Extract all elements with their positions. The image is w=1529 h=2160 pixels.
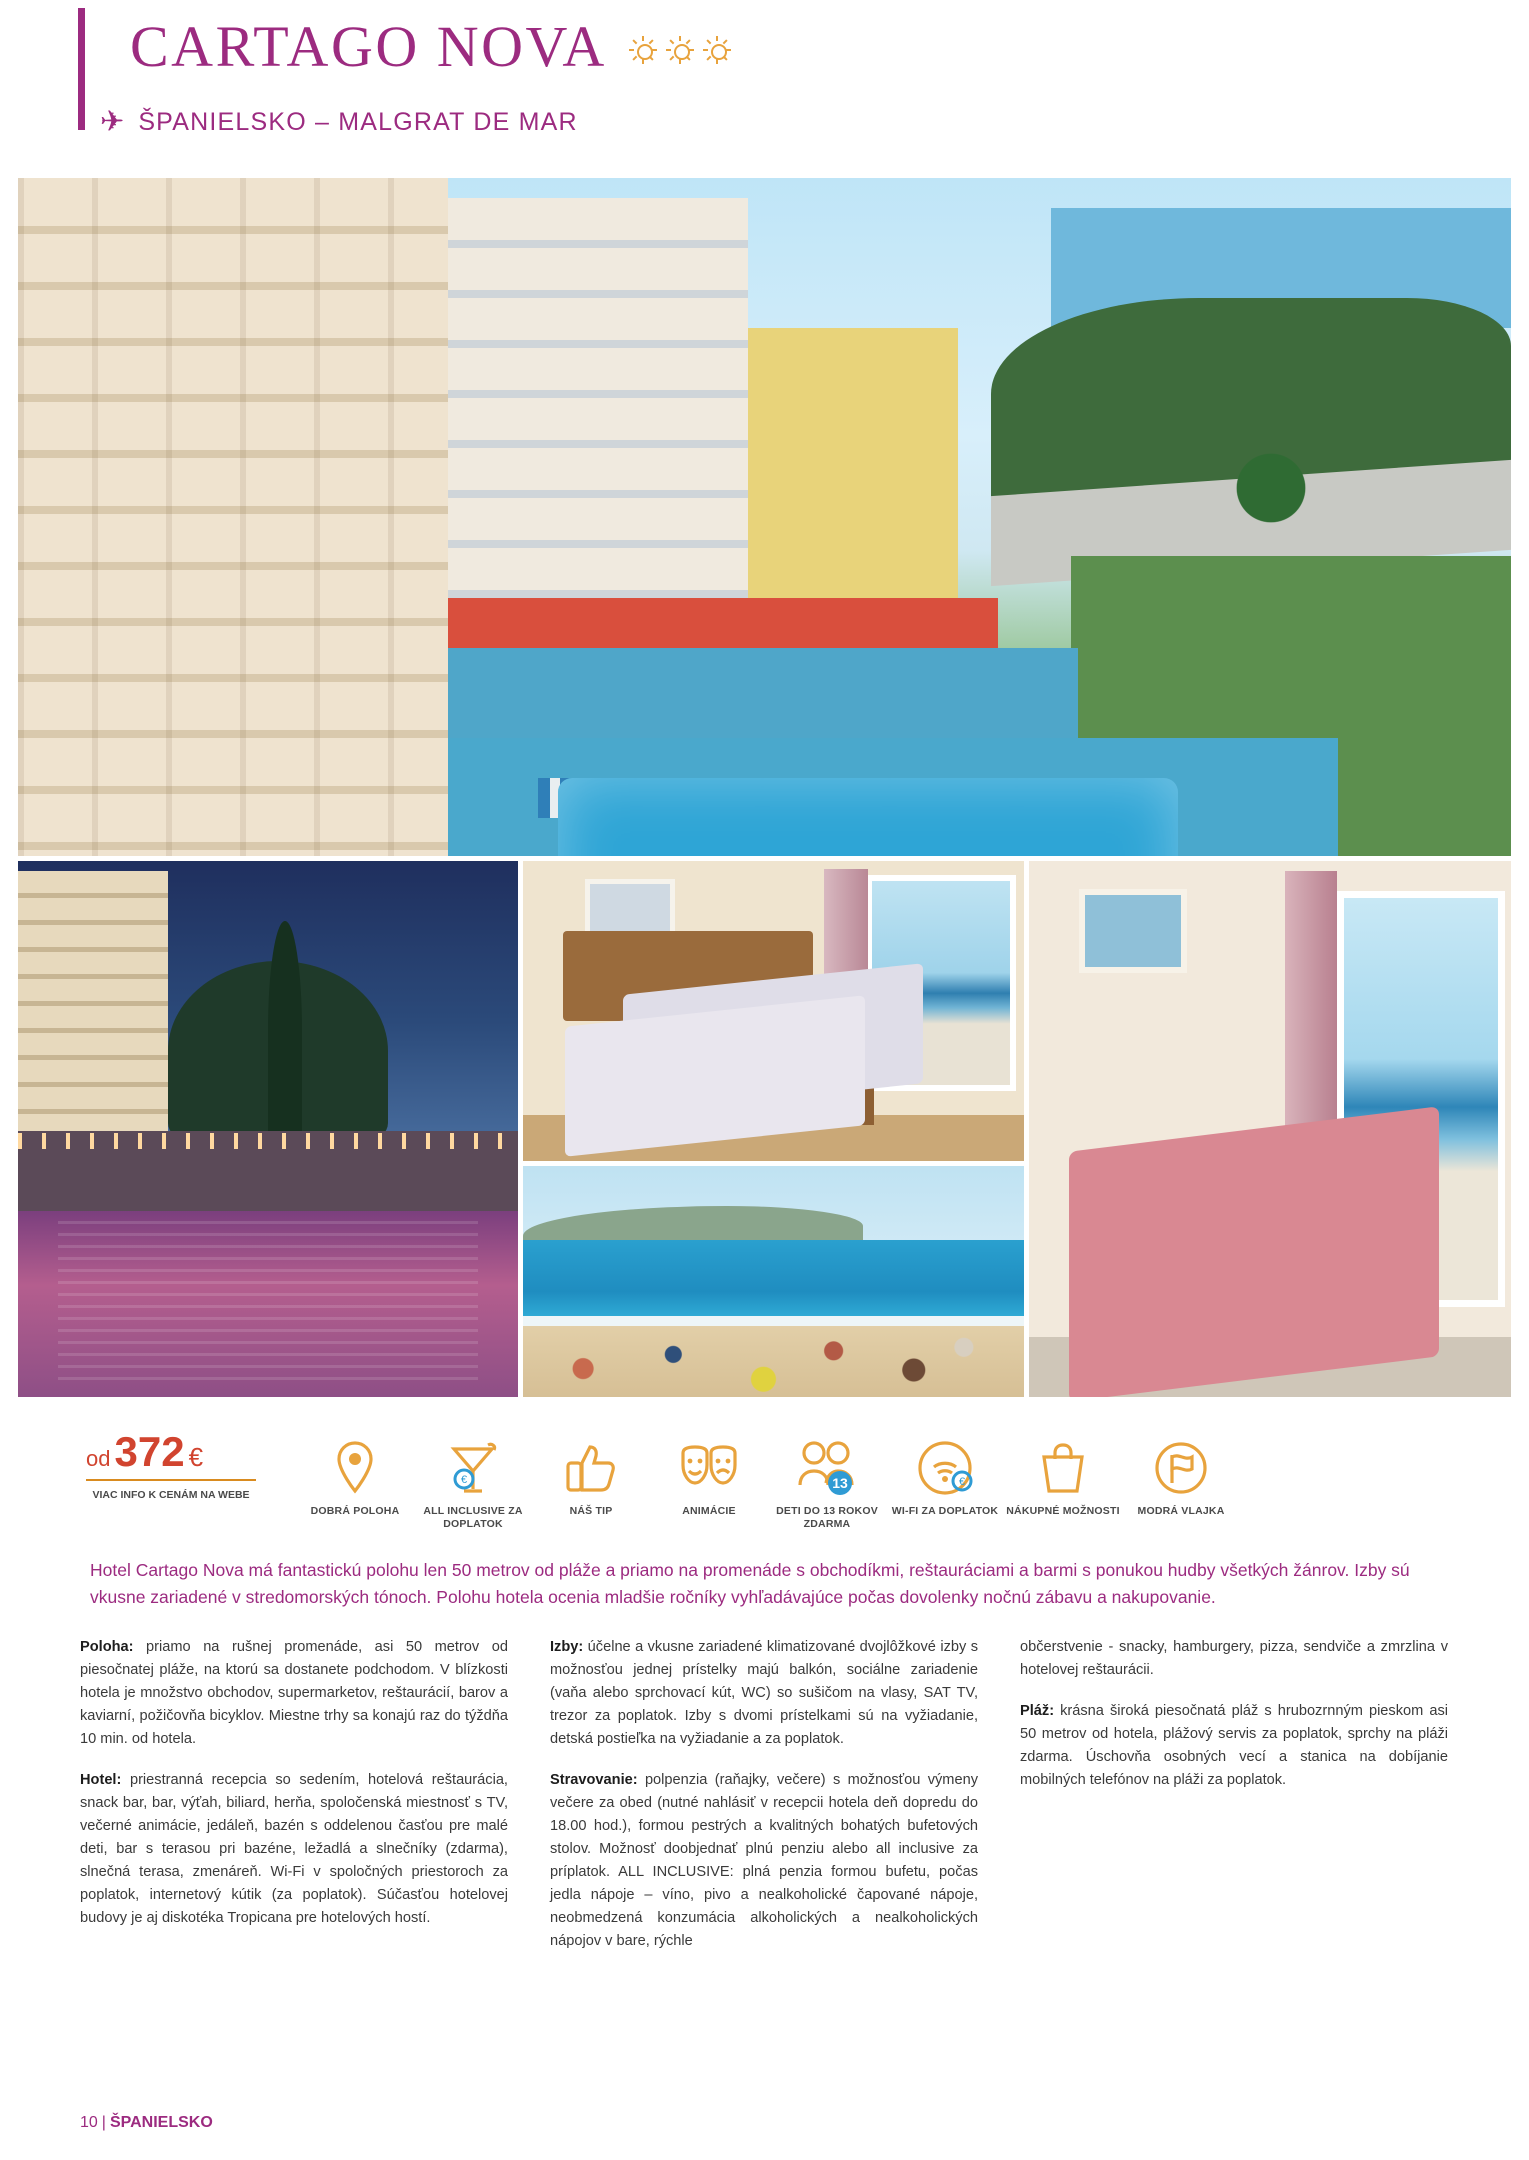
feature-icon-strip — [18, 1428, 1511, 1531]
paragraph-text: polpenzia (raňajky, večere) s možnosťou výmeny večere za obed (nutné nahlásiť v recepcii hotela deň dopredu do 18.00 hod.), formou pestrých a kvalitných bohatých bufetových stolov. Možnosť doobjednať plnú penziu alebo all inclusive za príplatok. ALL INCLUSIVE: plná penzia formou bufetu, počas jedla nápoje – víno, pivo a nealkoholické čapované nápoje, neobmedzená konzumácia alkoholických a nealkoholických nápojov v bare, rýchle — [550, 1771, 978, 1950]
feature-shopping — [1004, 1431, 1122, 1518]
feature-label: ANIMÁCIE — [682, 1505, 736, 1517]
feature-label: NÁŠ TIP — [569, 1505, 613, 1517]
paragraph-heading: Pláž: — [1020, 1702, 1055, 1719]
description-column-1 — [80, 1636, 508, 1972]
price-amount: 372 — [114, 1428, 185, 1475]
paragraph-plaz — [1020, 1700, 1448, 1792]
page-title: CARTAGO NOVA — [130, 14, 607, 79]
price-prefix: od — [86, 1446, 111, 1471]
feature-good-location — [296, 1431, 414, 1518]
price-block — [86, 1428, 296, 1503]
paragraph-text: účelne a vkusne zariadené klimatizované dvojlôžkové izby s možnosťou jednej prístelky majú balkón, sociálne zariadenie (vaňa alebo sprchovací kút, WC) so sušičom na vlasy, SAT TV, trezor za poplatok. Izby s dvomi prístelkami sú na vyžiadanie, detská postieľka na vyžiadanie a za poplatok. — [550, 1638, 978, 1747]
description-column-2 — [550, 1636, 978, 1972]
feature-blue-flag — [1122, 1431, 1240, 1518]
photo-row-secondary — [18, 861, 1511, 1397]
paragraph-heading: Hotel: — [80, 1771, 122, 1788]
destination-row — [100, 108, 578, 137]
page-footer — [80, 2114, 213, 2132]
feature-label: MODRÁ VLAJKA — [1137, 1505, 1225, 1517]
price-caption: VIAC INFO K CENÁM NA WEBE — [92, 1489, 250, 1501]
intro-paragraph: Hotel Cartago Nova má fantastickú polohu len 50 metrov od pláže a priamo na promenáde s obchodíkmi, reštauráciami a barmi s ponukou hudby všetkých žánrov. Izby sú vkusne zariadené v stredomorských tónoch. Polohu hotela ocenia mladšie ročníky vyhľadávajúce počas dovolenky nočnú zábavu a nakupovanie. — [90, 1560, 1410, 1607]
feature-children-free — [768, 1431, 886, 1531]
feature-label: DETI DO 13 ROKOV ZDARMA — [776, 1505, 878, 1531]
wifi-euro-icon — [886, 1431, 1004, 1505]
feature-label: NÁKUPNÉ MOŽNOSTI — [1006, 1505, 1120, 1517]
svg-text:€: € — [460, 1474, 468, 1486]
sun-icon — [666, 36, 694, 64]
svg-text:€: € — [958, 1476, 966, 1488]
room-double-bed-photo — [1029, 861, 1511, 1397]
photo-column-middle — [523, 861, 1024, 1397]
paragraph-stravovanie — [550, 1769, 978, 1953]
beach-photo — [523, 1166, 1024, 1397]
feature-label: WI-FI ZA DOPLATOK — [891, 1505, 999, 1517]
page-header — [0, 0, 1529, 178]
children-13-icon — [768, 1431, 886, 1505]
hotel-pool-aerial-photo — [18, 178, 1511, 856]
price-line — [86, 1428, 256, 1481]
theatre-masks-icon — [650, 1431, 768, 1505]
paragraph-heading: Poloha: — [80, 1638, 134, 1655]
paragraph-stravovanie-cont — [1020, 1636, 1448, 1682]
feature-our-tip — [532, 1431, 650, 1518]
room-twin-beds-photo — [523, 861, 1024, 1161]
paragraph-text: priestranná recepcia so sedením, hotelová reštaurácia, snack bar, bar, výťah, biliard, herňa, spoločenská miestnosť s TV, večerné animácie, jedáleň, bazén s oddelenou časťou pre malé deti, bar s terasou pri bazéne, ležadlá a slnečníky (zdarma), slnečná terasa, zmenáreň. Wi-Fi v spoločných priestoroch za poplatok, internetový kútik (za poplatok). Súčasťou hotelovej budovy je aj diskotéka Tropicana pre hotelových hostí. — [80, 1771, 508, 1927]
thumbs-up-icon — [532, 1431, 650, 1505]
feature-label: ALL INCLUSIVE ZA DOPLATOK — [423, 1505, 523, 1531]
footer-separator: | — [101, 2114, 106, 2131]
blue-flag-icon — [1122, 1431, 1240, 1505]
cocktail-glass-euro-icon — [414, 1431, 532, 1505]
paragraph-hotel — [80, 1769, 508, 1930]
paragraph-text: občerstvenie - snacky, hamburgery, pizza, sendviče a zmrzlina v hotelovej reštaurácii. — [1020, 1638, 1448, 1678]
location-pin-icon — [296, 1431, 414, 1505]
feature-animation — [650, 1431, 768, 1518]
children-age-badge: 13 — [832, 1475, 848, 1491]
sun-icon — [629, 36, 657, 64]
feature-label: DOBRÁ POLOHA — [310, 1505, 400, 1517]
destination-label: ŠPANIELSKO – MALGRAT DE MAR — [138, 108, 578, 136]
paragraph-text: priamo na rušnej promenáde, asi 50 metrov od piesočnatej pláže, na ktorú sa dostanete podchodom. V blízkosti hotela je množstvo obchodov, supermarketov, reštaurácií, barov a kaviarní, požičovňa bicyklov. Miestne trhy sa konajú raz do týždňa 10 min. od hotela. — [80, 1638, 508, 1747]
description-column-3 — [1020, 1636, 1448, 1972]
photo-gallery — [0, 178, 1529, 1397]
paragraph-text: krásna široká piesočnatá pláž s hrubozrnným pieskom asi 50 metrov od hotela, plážový servis za poplatok, sprchy na pláži zdarma. Úschovňa osobných vecí a stanica na dobíjanie mobilných telefónov na pláži za poplatok. — [1020, 1702, 1448, 1788]
shopping-bag-icon — [1004, 1431, 1122, 1505]
paragraph-heading: Stravovanie: — [550, 1771, 638, 1788]
title-row — [130, 14, 731, 79]
feature-wifi — [886, 1431, 1004, 1518]
description-columns — [80, 1636, 1450, 1972]
paragraph-poloha — [80, 1636, 508, 1751]
header-accent-bar — [78, 8, 85, 130]
paragraph-heading: Izby: — [550, 1638, 584, 1655]
page-number: 10 — [80, 2114, 98, 2131]
sun-icon — [703, 36, 731, 64]
footer-country: ŠPANIELSKO — [109, 2114, 213, 2131]
paragraph-izby — [550, 1636, 978, 1751]
price-currency: € — [188, 1442, 204, 1472]
feature-all-inclusive — [414, 1431, 532, 1531]
hotel-evening-pool-photo — [18, 861, 518, 1397]
rating-suns — [629, 36, 731, 64]
plane-icon: ✈ — [100, 106, 125, 138]
